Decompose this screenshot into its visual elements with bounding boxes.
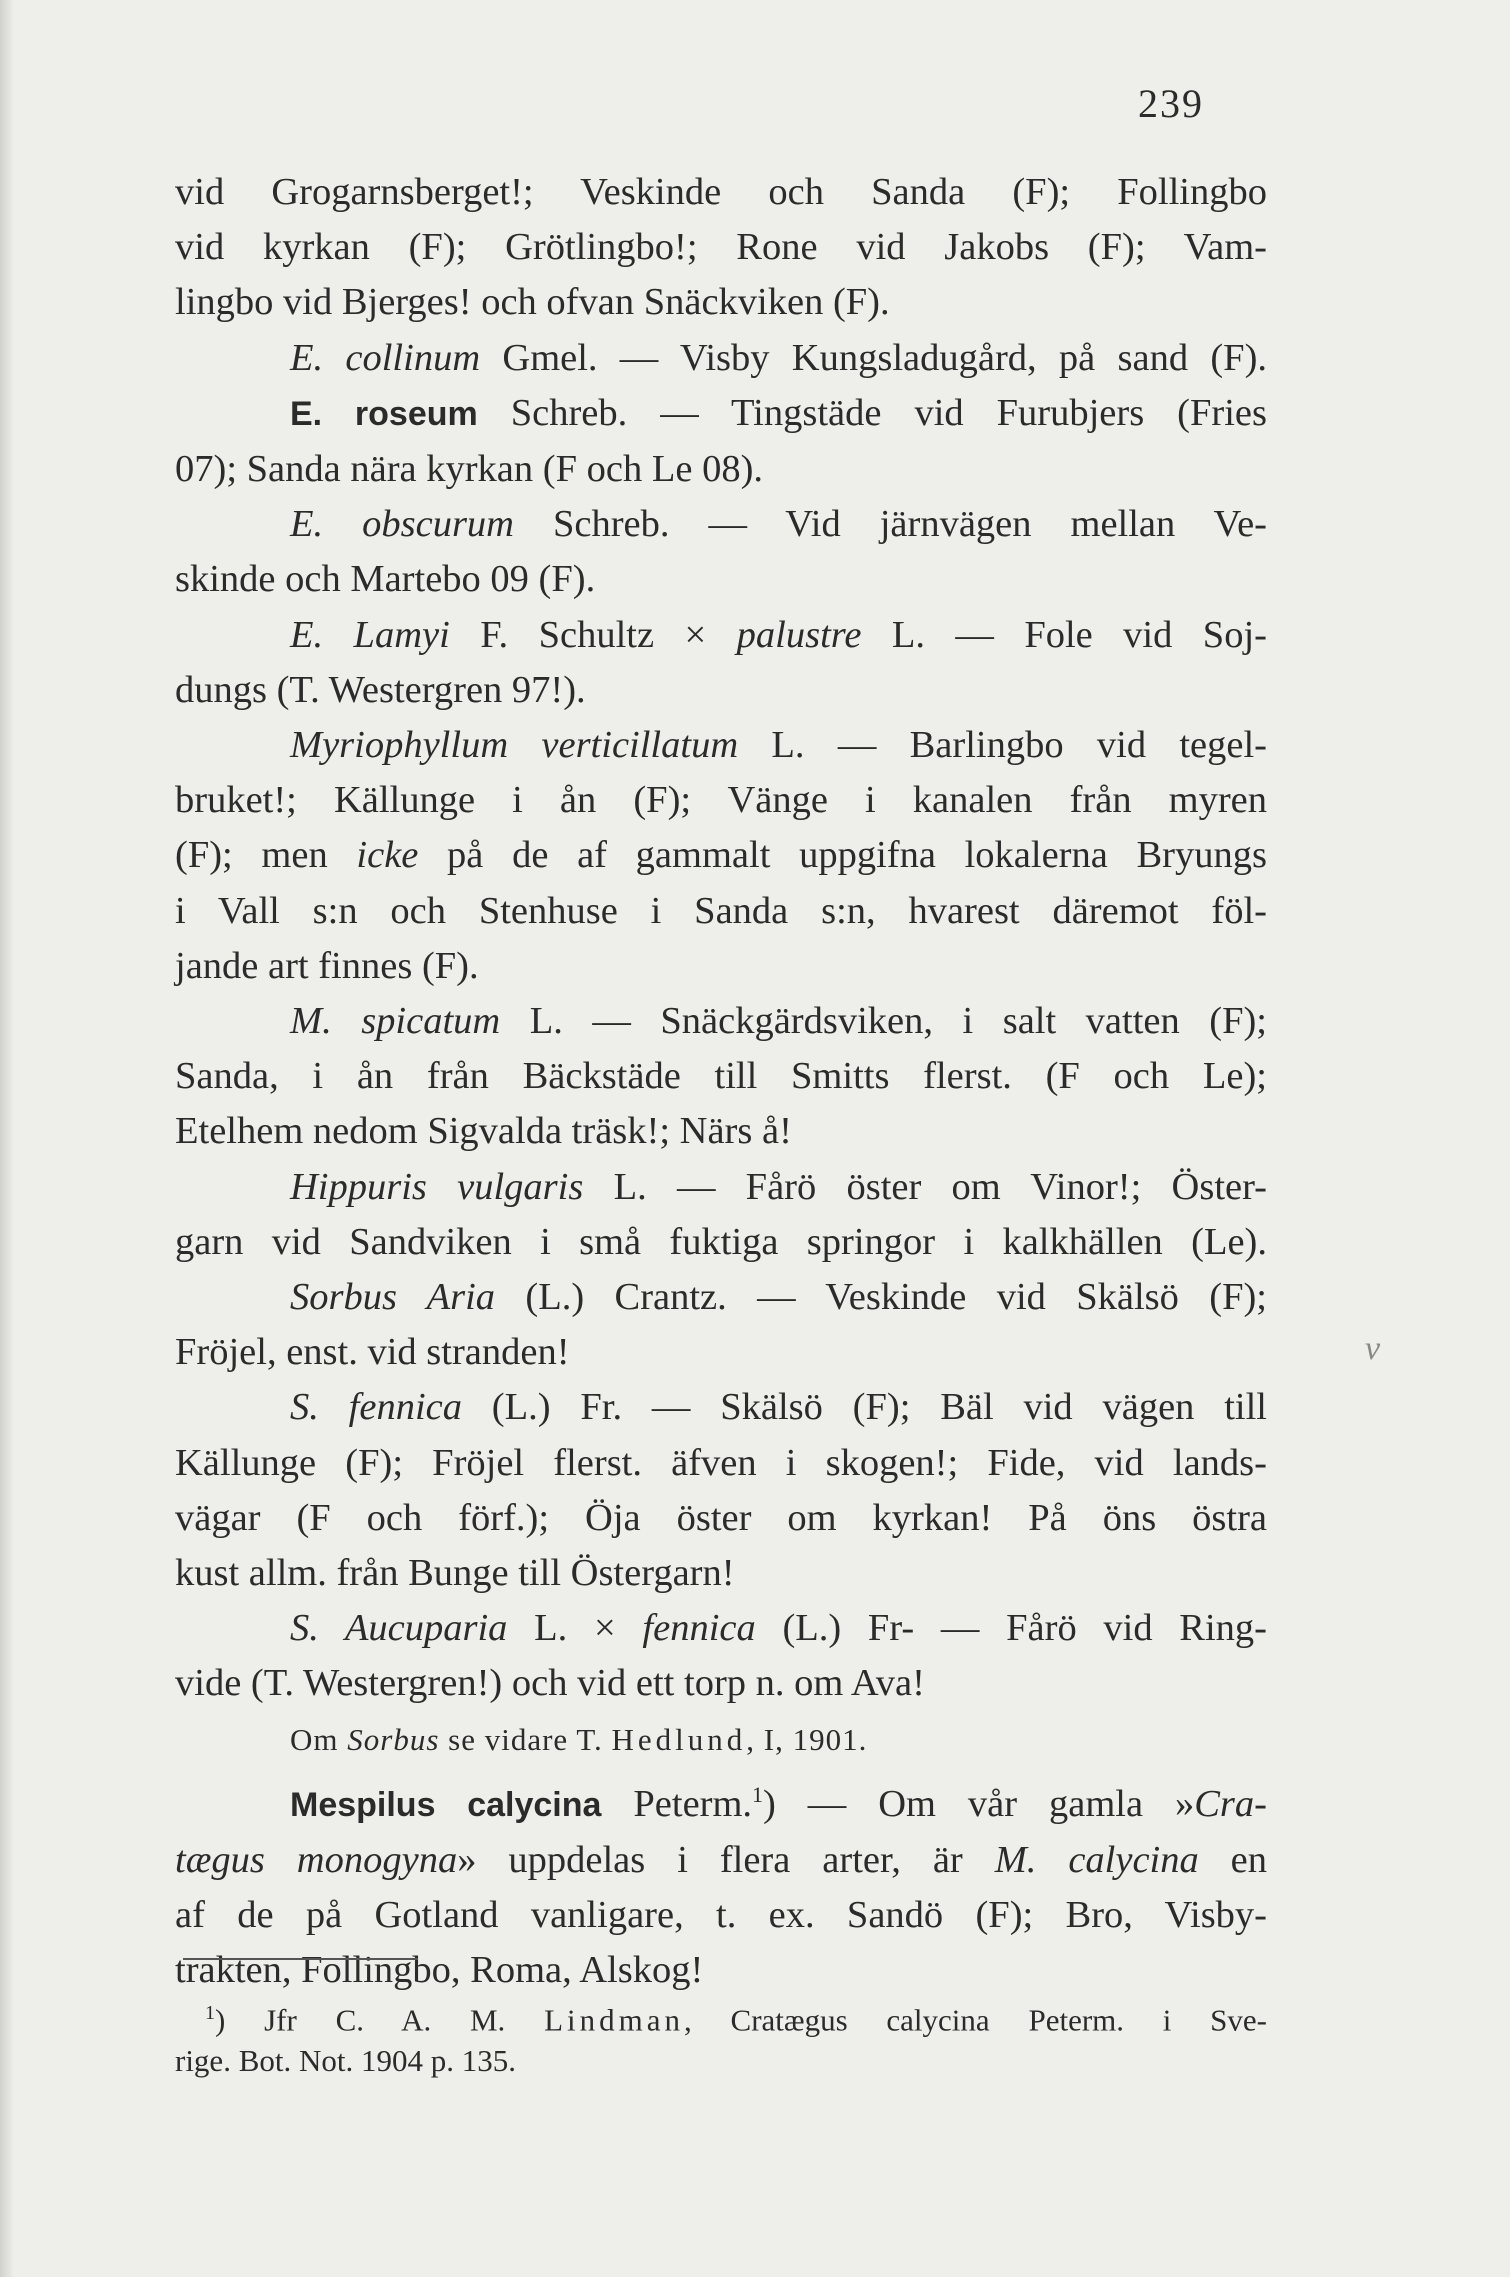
text-line: tægus monogyna» uppdelas i flera arter, är M. calycina en [175,1838,1268,1881]
species-name: palustre [736,613,862,656]
text-line: trakten, Follingbo, Roma, Alskog! [175,1949,704,1992]
text-line: Sanda, i ån från Bäckstäde till Smitts flerst. (F och Le); [175,1055,1267,1098]
text-line: i Vall s:n och Stenhuse i Sanda s:n, hvarest däremot föl- [175,889,1267,932]
text-line: Mespilus calycina Peterm.$^1$) — Om vår gamla »Cra- [290,1781,1267,1825]
species-name: M. spicatum [290,1000,501,1043]
species-name: S. Aucuparia [290,1607,508,1650]
species-name: M. calycina [994,1838,1199,1881]
text-line: S. fennica (L.) Fr. — Skälsö (F); Bäl vid vägen till [290,1386,1267,1429]
emphasis: icke [356,834,419,877]
species-name: Sorbus Aria [290,1276,496,1319]
text-line: Källunge (F); Fröjel flerst. äfven i skogen!; Fide, vid lands- [175,1441,1267,1484]
text-line: E. obscurum Schreb. — Vid järnvägen mellan Ve- [290,503,1268,546]
footnote-ref: 1 [752,1781,764,1807]
text-line: garn vid Sandviken i små fuktiga springor i kalkhällen (Le). [175,1220,1267,1263]
species-name: fennica [642,1607,756,1650]
text-line: vägar (F och förf.); Öja öster om kyrkan! På öns östra [175,1496,1267,1539]
text-line: vide (T. Westergren!) och vid ett torp n. om Ava! [175,1662,925,1705]
text-line: Etelhem nedom Sigvalda träsk!; Närs å! [175,1110,792,1153]
footnote-line: $^1$) Jfr C. A. M. Lindman, Cratægus calycina Peterm. i Sve- [205,2002,1267,2038]
text-line: S. Aucuparia L. × fennica (L.) Fr- — Fårö vid Ring- [290,1607,1268,1650]
species-name: Cra- [1194,1782,1267,1825]
species-name: E. obscurum [290,503,514,546]
margin-mark: v [1365,1330,1381,1367]
page-edge [0,0,14,2277]
body-text [175,165,1267,1999]
text-line: kust allm. från Bunge till Östergarn! [175,1552,735,1595]
text-line: skinde och Martebo 09 (F). [175,558,596,601]
text-line: vid kyrkan (F); Grötlingbo!; Rone vid Jakobs (F); Vam- [175,226,1267,269]
species-name: Myriophyllum verticillatum [290,724,739,767]
small-note: Om Sorbus se vidare T. Hedlund, I, 1901. [290,1721,868,1757]
species-name: Hippuris vulgaris [290,1165,584,1208]
text-line: bruket!; Källunge i ån (F); Vänge i kanalen från myren [175,779,1267,822]
species-heading: E. roseum [290,394,478,433]
text-line: jande art finnes (F). [175,944,479,987]
text-line: vid Grogarnsberget!; Veskinde och Sanda (F); Follingbo [175,171,1267,213]
species-name: E. Lamyi [290,613,450,656]
text-line: Myriophyllum verticillatum L. — Barlingbo vid tegel- [290,724,1267,767]
species-name: tægus monogyna [175,1838,458,1881]
species-name: E. collinum [290,336,481,379]
text-line: dungs (T. Westergren 97!). [175,668,586,711]
footnote-rule [183,1958,418,1960]
footnote [175,1993,1267,2081]
text-line: af de på Gotland vanligare, t. ex. Sandö (F); Bro, Visby- [175,1894,1267,1937]
text-line: lingbo vid Bjerges! och ofvan Snäckviken (F). [175,281,890,324]
text-line: M. spicatum L. — Snäckgärdsviken, i salt vatten (F); [290,1000,1267,1043]
text-line: Sorbus Aria (L.) Crantz. — Veskinde vid Skälsö (F); [290,1276,1268,1319]
text-line: E. collinum Gmel. — Visby Kungsladugård, på sand (F). [290,336,1268,379]
text-line: (F); men icke på de af gammalt uppgifna lokalerna Bryungs [175,834,1267,877]
text-line: E. roseum Schreb. — Tingstäde vid Furubjers (Fries [290,391,1267,434]
text-line: Hippuris vulgaris L. — Fårö öster om Vinor!; Öster- [290,1165,1267,1208]
page-number: 239 [1138,81,1204,126]
species-heading: Mespilus calycina [290,1785,602,1824]
species-name: S. fennica [290,1386,462,1429]
footnote-line: rige. Bot. Not. 1904 p. 135. [175,2043,516,2079]
text-line: E. Lamyi F. Schultz × palustre L. — Fole vid Soj- [290,613,1267,656]
text-line: 07); Sanda nära kyrkan (F och Le 08). [175,448,764,491]
text-line: Fröjel, enst. vid stranden! [175,1331,570,1374]
